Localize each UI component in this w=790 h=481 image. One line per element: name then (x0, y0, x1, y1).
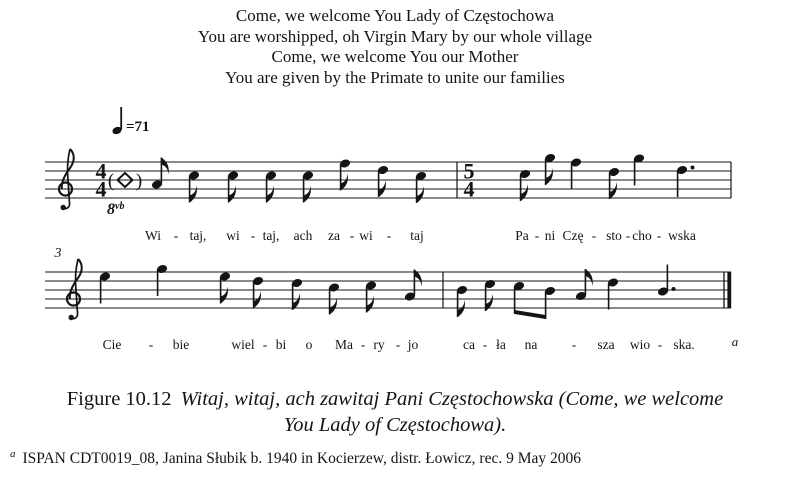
note (328, 282, 340, 314)
note (404, 270, 422, 302)
time-signature (96, 159, 107, 202)
lyric-syllable: ry (373, 337, 385, 352)
lyric-syllable: - (591, 228, 597, 243)
lyric-syllable: - (250, 228, 256, 243)
note (676, 165, 695, 197)
lyric-syllable: bie (172, 337, 190, 352)
note (607, 277, 619, 309)
lyrics-line (145, 228, 696, 243)
translation-line: Come, we welcome You our Mother (271, 47, 519, 66)
tempo-marking (111, 107, 149, 135)
lyric-syllable: ca (463, 337, 475, 352)
svg-text:): ) (135, 170, 143, 192)
ghost-note (107, 171, 142, 219)
lyric-syllable: sto (606, 228, 622, 243)
caption-line-2: You Lady of Częstochowa). (283, 414, 507, 436)
note (575, 269, 593, 301)
translation-line: Come, we welcome You Lady of Częstochowa (235, 6, 555, 25)
lyric-syllable: ni (544, 228, 556, 243)
lyric-syllable: bi (275, 337, 287, 352)
svg-text:8vb: $8^{vb}$ (107, 201, 125, 218)
lyric-syllable: wiel (231, 337, 255, 352)
note (570, 157, 582, 189)
lyric-syllable: za (328, 228, 340, 243)
lyric-syllable: ska. (673, 337, 695, 352)
lyric-syllable: - (148, 337, 154, 352)
staff-system-1 (45, 149, 731, 243)
staff-lines (45, 272, 731, 308)
lyric-syllable: Wi (145, 228, 161, 243)
svg-text:4: 4 (95, 158, 107, 184)
translation-line: You are worshipped, oh Virgin Mary by our whole village (197, 26, 593, 46)
footnote-text: ISPAN CDT0019_08, Janina Słubik b. 1940 in Kocierzew, distr. Łowicz, rec. 9 May 2006 (22, 450, 582, 468)
lyric-syllable: taj, (189, 228, 207, 243)
note (377, 165, 389, 197)
lyric-syllable: - (262, 337, 268, 352)
figure-caption (0, 386, 790, 438)
staff-system-2 (45, 246, 739, 352)
lyric-syllable: ła (496, 337, 506, 352)
lyric-syllable: - (656, 228, 662, 243)
note (156, 264, 168, 296)
lyric-syllable: ach (293, 228, 313, 243)
translated-lyrics-stanza (0, 6, 790, 88)
lyric-syllable: wio (629, 337, 651, 352)
lyric-syllable: - (534, 228, 540, 243)
lyric-syllable: - (657, 337, 663, 352)
lyric-syllable: - (173, 228, 179, 243)
lyric-syllable: sza (597, 337, 615, 352)
lyric-syllable: o (305, 337, 313, 352)
note (291, 278, 303, 310)
caption-line-1 (0, 386, 790, 412)
lyric-syllable: - (395, 337, 401, 352)
lyric-syllable: Cie (102, 337, 122, 352)
lyric-syllable: Czę (562, 228, 584, 243)
lyric-syllable: taj, (262, 228, 280, 243)
caption-title-part1: Witaj, witaj, ach zawitaj Pani Częstochowska (Come, we welcome (180, 388, 724, 410)
lyric-syllable: jo (407, 337, 419, 352)
note (513, 281, 525, 314)
svg-text:4: 4 (463, 176, 475, 202)
footnote-marker-inline (732, 334, 739, 349)
svg-text:=71: =71 (126, 119, 150, 135)
lyric-syllable: wska (668, 228, 696, 243)
lyric-syllable: - (482, 337, 488, 352)
lyric-syllable: - (625, 228, 631, 243)
lyric-syllable: Ma (335, 337, 353, 352)
music-score (0, 95, 790, 360)
svg-text:5: 5 (463, 158, 475, 184)
note (544, 286, 556, 319)
svg-text:(: ( (107, 170, 115, 192)
lyric-syllable: wi (226, 228, 240, 243)
lyric-syllable: - (349, 228, 355, 243)
note (484, 279, 496, 311)
time-signature (464, 159, 475, 202)
lyric-syllable: cho (632, 228, 652, 243)
translation-line: You are given by the Primate to unite our families (225, 67, 565, 87)
svg-text:3: 3 (54, 246, 62, 261)
note (519, 169, 531, 201)
measure-number (54, 246, 62, 261)
note (456, 285, 468, 317)
beam (515, 310, 546, 319)
note (608, 167, 620, 199)
lyric-syllable: na (524, 337, 538, 352)
svg-text:a: a (731, 334, 739, 349)
lyric-syllable: wi (359, 228, 373, 243)
footnote-marker: a (10, 448, 16, 460)
lyric-syllable: - (360, 337, 366, 352)
note (633, 153, 645, 185)
note (252, 276, 264, 308)
footnote (10, 448, 581, 468)
lyric-syllable: Pa (515, 228, 529, 243)
note (339, 158, 351, 190)
svg-text:4: 4 (95, 176, 107, 202)
lyric-syllable: - (571, 337, 577, 352)
lyric-syllable: taj (410, 228, 424, 243)
figure-number: Figure 10.12 (66, 388, 172, 410)
staff-lines (45, 162, 731, 198)
lyric-syllable: - (386, 228, 392, 243)
lyrics-line (103, 337, 695, 352)
